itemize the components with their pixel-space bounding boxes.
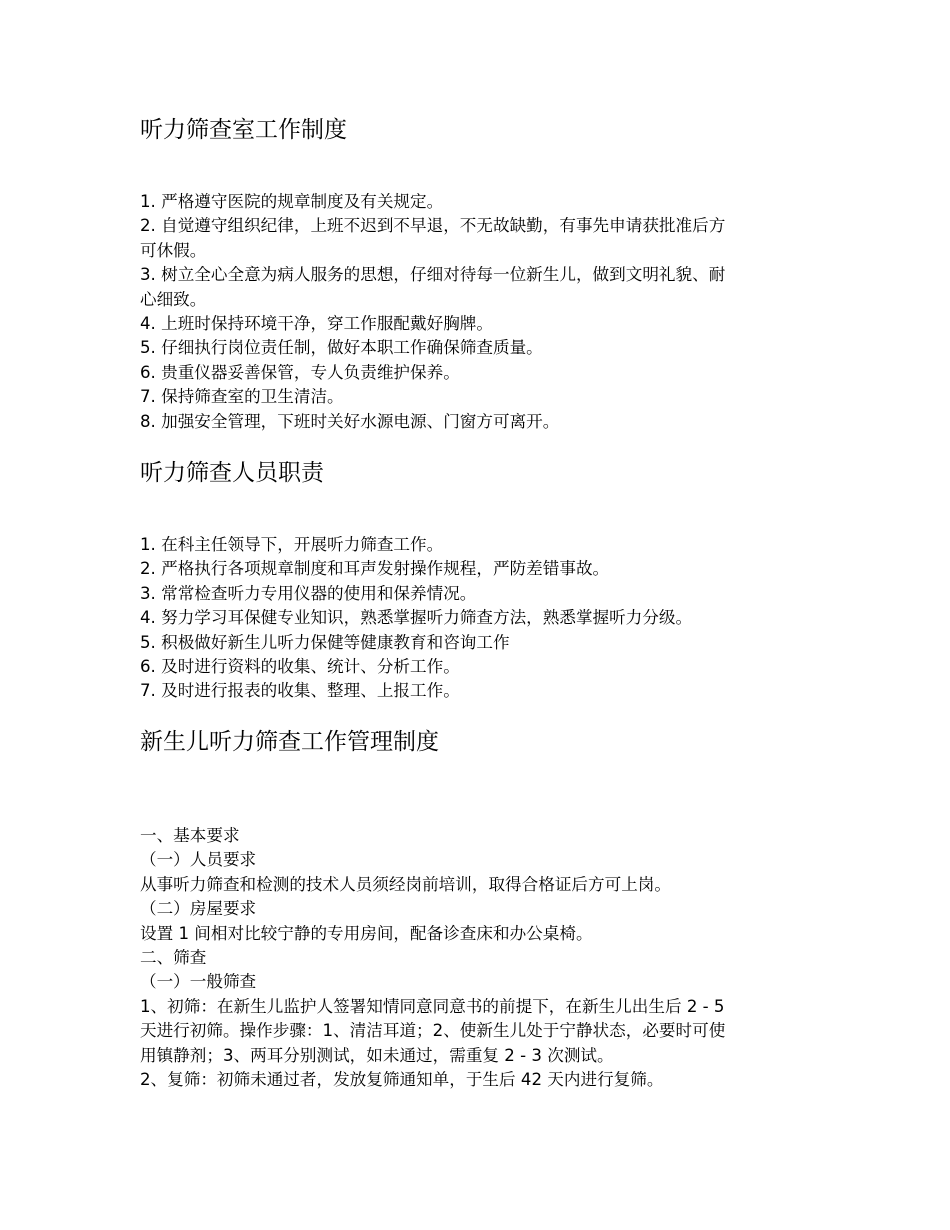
list-item: 5. 仔细执行岗位责任制，做好本职工作确保筛查质量。 (140, 338, 543, 358)
list-item: 可休假。 (140, 240, 207, 260)
list-item: 6. 贵重仪器妥善保管，专人负责维护保养。 (140, 362, 460, 382)
list-item: 用镇静剂；3、两耳分别测试，如未通过，需重复 2 - 3 次测试。 (140, 1045, 614, 1065)
list-item: （一）一般筛查 (140, 972, 257, 992)
list-item: （一）人员要求 (140, 850, 257, 870)
list-item: 一、基本要求 (140, 826, 240, 845)
list-item: 6. 及时进行资料的收集、统计、分析工作。 (140, 656, 460, 676)
list-item: 3. 常常检查听力专用仪器的使用和保养情况。 (140, 583, 477, 603)
list-item: 心细致。 (140, 289, 207, 309)
section-title-staff-duties: 听力筛查人员职责 (140, 460, 324, 486)
section-title-screening-room-rules: 听力筛查室工作制度 (140, 117, 347, 143)
list-item: 7. 及时进行报表的收集、整理、上报工作。 (140, 681, 460, 701)
list-item: （二）房屋要求 (140, 899, 257, 919)
list-item: 7. 保持筛查室的卫生清洁。 (140, 387, 344, 407)
list-item: 2. 严格执行各项规章制度和耳声发射操作规程，严防差错事故。 (140, 559, 610, 579)
list-item: 从事听力筛查和检测的技术人员须经岗前培训，取得合格证后方可上岗。 (140, 874, 671, 894)
staff-duties-list (140, 533, 805, 704)
list-item: 1. 严格遵守医院的规章制度及有关规定。 (140, 192, 444, 211)
section-title-management-rules: 新生儿听力筛查工作管理制度 (140, 729, 439, 755)
list-item: 8. 加强安全管理，下班时关好水源电源、门窗方可离开。 (140, 411, 560, 431)
list-item: 4. 努力学习耳保健专业知识，熟悉掌握听力筛查方法，熟悉掌握听力分级。 (140, 608, 693, 628)
list-item: 1、初筛：在新生儿监护人签署知情同意同意书的前提下，在新生儿出生后 2 - 5 (140, 996, 725, 1016)
list-item: 2、复筛：初筛未通过者，发放复筛通知单，于生后 42 天内进行复筛。 (140, 1069, 664, 1089)
list-item: 2. 自觉遵守组织纪律，上班不迟到不早退，不无故缺勤，有事先申请获批准后方 (140, 216, 726, 236)
list-item: 1. 在科主任领导下，开展听力筛查工作。 (140, 535, 444, 554)
list-item: 5. 积极做好新生儿听力保健等健康教育和咨询工作 (140, 632, 510, 652)
list-item: 天进行初筛。操作步骤：1、清洁耳道；2、使新生儿处于宁静状态，必要时可使 (140, 1021, 726, 1041)
screening-room-rules-list (140, 190, 805, 434)
list-item: 4. 上班时保持环境干净，穿工作服配戴好胸牌。 (140, 313, 493, 333)
list-item: 二、筛查 (140, 947, 207, 967)
management-rules-body (140, 824, 805, 1092)
list-item: 3. 树立全心全意为病人服务的思想，仔细对待每一位新生儿，做到文明礼貌、耐 (140, 265, 726, 285)
list-item: 设置 1 间相对比较宁静的专用房间，配备诊查床和办公桌椅。 (140, 923, 593, 943)
